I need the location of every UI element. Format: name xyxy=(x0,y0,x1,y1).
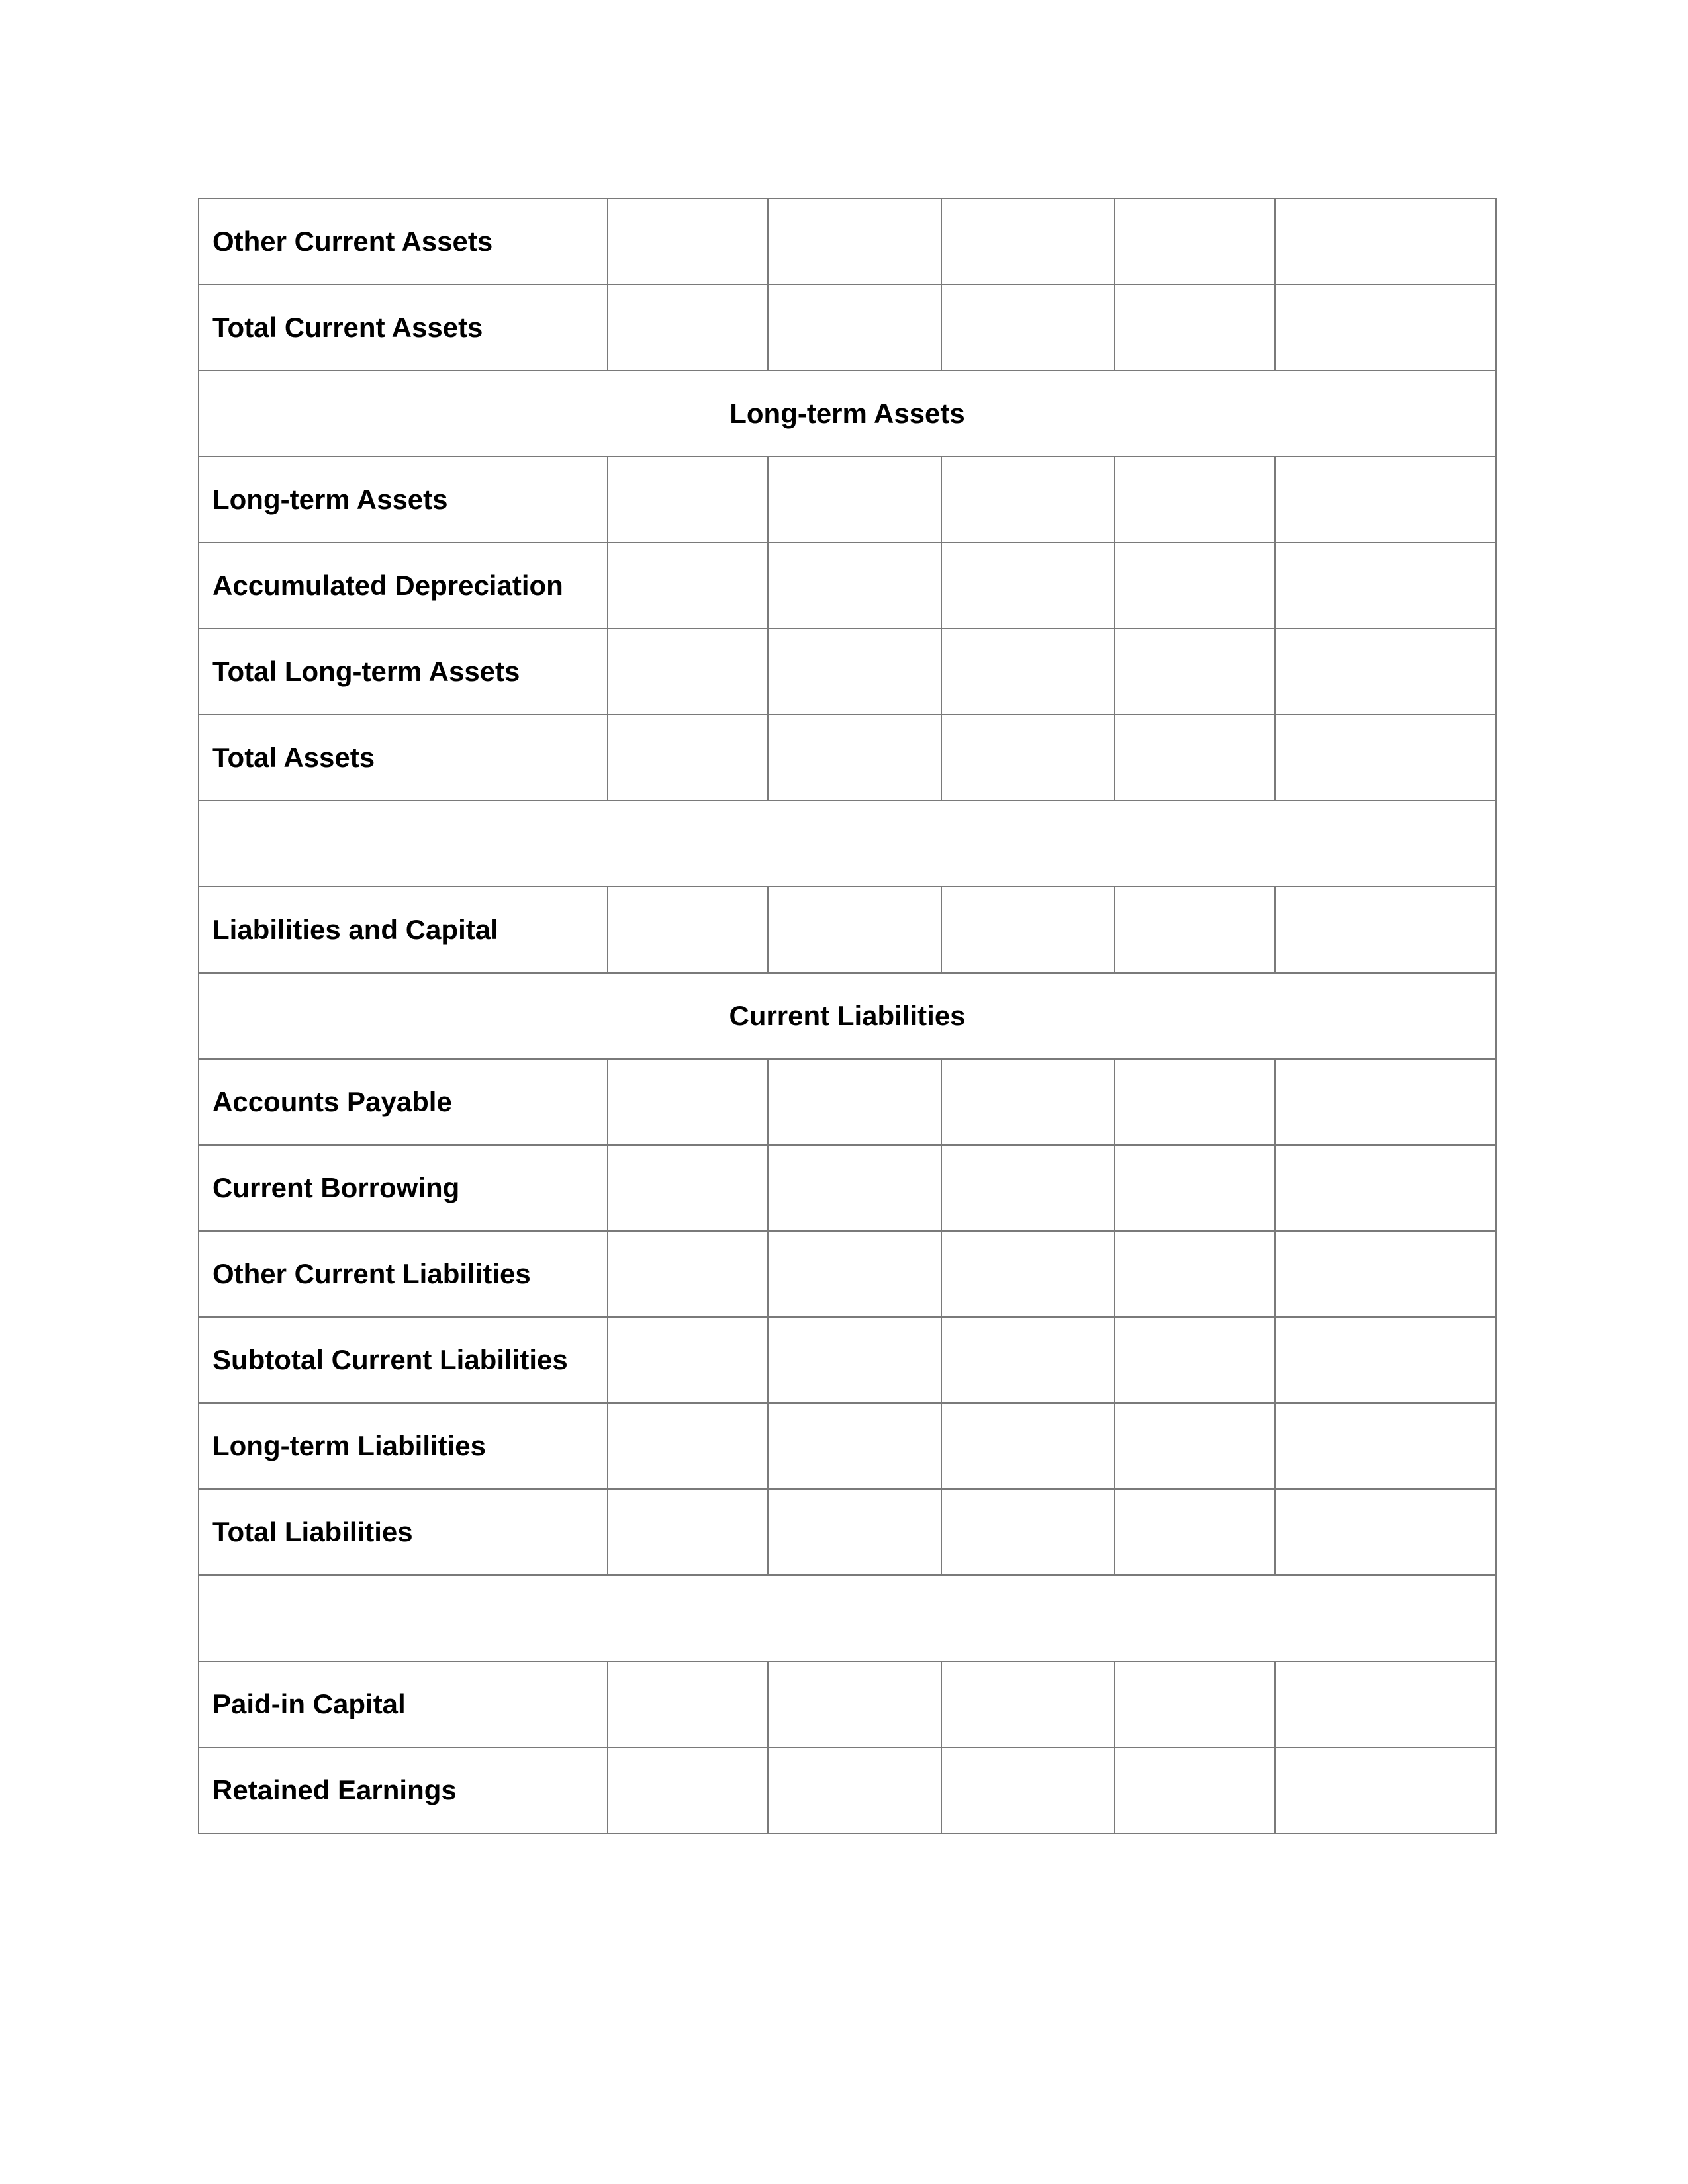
row-label: Paid-in Capital xyxy=(199,1661,608,1747)
value-cell[interactable] xyxy=(941,1747,1115,1833)
value-cell[interactable] xyxy=(1275,887,1496,973)
table-row xyxy=(199,199,1496,285)
table-row xyxy=(199,457,1496,543)
value-cell[interactable] xyxy=(941,887,1115,973)
value-cell[interactable] xyxy=(608,715,768,801)
value-cell[interactable] xyxy=(1115,1403,1275,1489)
section-heading: Current Liabilities xyxy=(199,973,1496,1059)
value-cell[interactable] xyxy=(1115,1231,1275,1317)
value-cell[interactable] xyxy=(768,629,941,715)
value-cell[interactable] xyxy=(1115,199,1275,285)
value-cell[interactable] xyxy=(1275,629,1496,715)
table-row xyxy=(199,1145,1496,1231)
value-cell[interactable] xyxy=(1115,1317,1275,1403)
table-row xyxy=(199,1747,1496,1833)
value-cell[interactable] xyxy=(768,715,941,801)
blank-row xyxy=(199,1575,1496,1661)
value-cell[interactable] xyxy=(941,457,1115,543)
row-label: Other Current Liabilities xyxy=(199,1231,608,1317)
value-cell[interactable] xyxy=(768,1145,941,1231)
section-heading: Long-term Assets xyxy=(199,371,1496,457)
section-row xyxy=(199,371,1496,457)
value-cell[interactable] xyxy=(1275,543,1496,629)
table-row xyxy=(199,629,1496,715)
table-row xyxy=(199,887,1496,973)
value-cell[interactable] xyxy=(768,1403,941,1489)
value-cell[interactable] xyxy=(941,1403,1115,1489)
value-cell[interactable] xyxy=(1115,715,1275,801)
value-cell[interactable] xyxy=(608,887,768,973)
value-cell[interactable] xyxy=(1115,1059,1275,1145)
row-label: Other Current Assets xyxy=(199,199,608,285)
value-cell[interactable] xyxy=(608,1059,768,1145)
value-cell[interactable] xyxy=(608,285,768,371)
row-label: Liabilities and Capital xyxy=(199,887,608,973)
row-label: Retained Earnings xyxy=(199,1747,608,1833)
value-cell[interactable] xyxy=(941,1661,1115,1747)
value-cell[interactable] xyxy=(608,1747,768,1833)
value-cell[interactable] xyxy=(1275,1231,1496,1317)
table-row xyxy=(199,1059,1496,1145)
row-label: Long-term Assets xyxy=(199,457,608,543)
value-cell[interactable] xyxy=(941,199,1115,285)
row-label: Total Current Assets xyxy=(199,285,608,371)
row-label: Accumulated Depreciation xyxy=(199,543,608,629)
value-cell[interactable] xyxy=(941,1317,1115,1403)
value-cell[interactable] xyxy=(1115,1145,1275,1231)
table-row xyxy=(199,1403,1496,1489)
value-cell[interactable] xyxy=(608,1661,768,1747)
balance-sheet-body xyxy=(199,199,1496,1833)
value-cell[interactable] xyxy=(941,715,1115,801)
value-cell[interactable] xyxy=(1115,457,1275,543)
table-row xyxy=(199,1231,1496,1317)
value-cell[interactable] xyxy=(1275,1145,1496,1231)
value-cell[interactable] xyxy=(1115,1489,1275,1575)
value-cell[interactable] xyxy=(608,1489,768,1575)
value-cell[interactable] xyxy=(941,629,1115,715)
value-cell[interactable] xyxy=(1275,1059,1496,1145)
row-label: Total Assets xyxy=(199,715,608,801)
table-row xyxy=(199,1489,1496,1575)
value-cell[interactable] xyxy=(941,285,1115,371)
value-cell[interactable] xyxy=(1275,1489,1496,1575)
value-cell[interactable] xyxy=(608,629,768,715)
value-cell[interactable] xyxy=(608,1231,768,1317)
value-cell[interactable] xyxy=(1115,1747,1275,1833)
value-cell[interactable] xyxy=(941,1145,1115,1231)
value-cell[interactable] xyxy=(1115,629,1275,715)
value-cell[interactable] xyxy=(1115,285,1275,371)
blank-cell[interactable] xyxy=(199,1575,1496,1661)
table-row xyxy=(199,285,1496,371)
value-cell[interactable] xyxy=(768,285,941,371)
value-cell[interactable] xyxy=(1275,1747,1496,1833)
value-cell[interactable] xyxy=(608,199,768,285)
value-cell[interactable] xyxy=(1275,1403,1496,1489)
value-cell[interactable] xyxy=(768,887,941,973)
value-cell[interactable] xyxy=(1115,1661,1275,1747)
row-label: Total Liabilities xyxy=(199,1489,608,1575)
row-label: Current Borrowing xyxy=(199,1145,608,1231)
value-cell[interactable] xyxy=(768,1231,941,1317)
value-cell[interactable] xyxy=(768,1317,941,1403)
value-cell[interactable] xyxy=(1275,715,1496,801)
value-cell[interactable] xyxy=(608,457,768,543)
value-cell[interactable] xyxy=(941,1231,1115,1317)
value-cell[interactable] xyxy=(941,1059,1115,1145)
balance-sheet-table xyxy=(198,198,1497,1834)
value-cell[interactable] xyxy=(608,543,768,629)
value-cell[interactable] xyxy=(941,1489,1115,1575)
value-cell[interactable] xyxy=(608,1317,768,1403)
row-label: Subtotal Current Liabilities xyxy=(199,1317,608,1403)
blank-cell[interactable] xyxy=(199,801,1496,887)
row-label: Long-term Liabilities xyxy=(199,1403,608,1489)
value-cell[interactable] xyxy=(768,1747,941,1833)
value-cell[interactable] xyxy=(768,1059,941,1145)
value-cell[interactable] xyxy=(1275,199,1496,285)
table-row xyxy=(199,1661,1496,1747)
table-row xyxy=(199,715,1496,801)
value-cell[interactable] xyxy=(1115,887,1275,973)
table-row xyxy=(199,543,1496,629)
value-cell[interactable] xyxy=(768,1661,941,1747)
value-cell[interactable] xyxy=(768,1489,941,1575)
row-label: Accounts Payable xyxy=(199,1059,608,1145)
table-row xyxy=(199,1317,1496,1403)
value-cell[interactable] xyxy=(1275,1317,1496,1403)
value-cell[interactable] xyxy=(768,199,941,285)
value-cell[interactable] xyxy=(608,1403,768,1489)
value-cell[interactable] xyxy=(768,457,941,543)
section-row xyxy=(199,973,1496,1059)
blank-row xyxy=(199,801,1496,887)
value-cell[interactable] xyxy=(1115,543,1275,629)
value-cell[interactable] xyxy=(1275,285,1496,371)
value-cell[interactable] xyxy=(608,1145,768,1231)
value-cell[interactable] xyxy=(941,543,1115,629)
value-cell[interactable] xyxy=(1275,457,1496,543)
row-label: Total Long-term Assets xyxy=(199,629,608,715)
value-cell[interactable] xyxy=(768,543,941,629)
value-cell[interactable] xyxy=(1275,1661,1496,1747)
